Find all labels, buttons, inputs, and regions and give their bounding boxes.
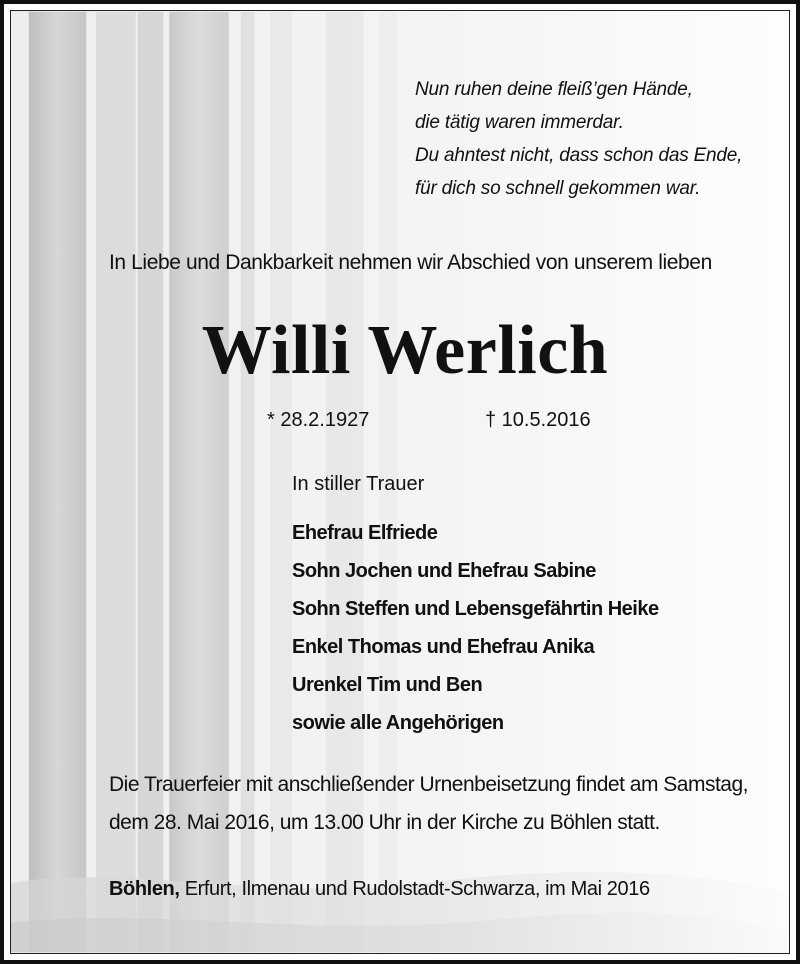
mourner-1: Ehefrau Elfriede xyxy=(292,522,438,544)
deceased-name: Willi Werlich xyxy=(201,312,609,389)
place-bold: Böhlen, xyxy=(109,878,180,900)
mourner-4: Enkel Thomas und Ehefrau Anika xyxy=(292,636,595,658)
funeral-info-line-2: dem 28. Mai 2016, um 13.00 Uhr in der Kirche zu Böhlen statt. xyxy=(109,811,660,834)
poem-line-2: die tätig waren immerdar. xyxy=(415,112,624,133)
mourner-6: sowie alle Angehörigen xyxy=(292,712,504,734)
birth-date: * 28.2.1927 xyxy=(267,409,370,431)
place-and-date xyxy=(109,878,650,901)
mourning-heading: In stiller Trauer xyxy=(292,473,425,495)
poem-line-1: Nun ruhen deine fleiß’gen Hände, xyxy=(415,79,693,100)
place-rest: Erfurt, Ilmenau und Rudolstadt-Schwarza, im Mai 2016 xyxy=(179,878,650,900)
mourner-2: Sohn Jochen und Ehefrau Sabine xyxy=(292,560,596,582)
funeral-info-line-1: Die Trauerfeier mit anschließender Urnenbeisetzung findet am Samstag, xyxy=(109,773,748,796)
mourner-5: Urenkel Tim und Ben xyxy=(292,674,483,696)
poem-line-3: Du ahntest nicht, dass schon das Ende, xyxy=(415,145,743,166)
death-date: † 10.5.2016 xyxy=(485,409,591,431)
inner-frame xyxy=(10,10,790,954)
intro-text: In Liebe und Dankbarkeit nehmen wir Abschied von unserem lieben xyxy=(109,251,712,274)
poem-line-4: für dich so schnell gekommen war. xyxy=(415,178,701,199)
mourner-3: Sohn Steffen und Lebensgefährtin Heike xyxy=(292,598,659,620)
